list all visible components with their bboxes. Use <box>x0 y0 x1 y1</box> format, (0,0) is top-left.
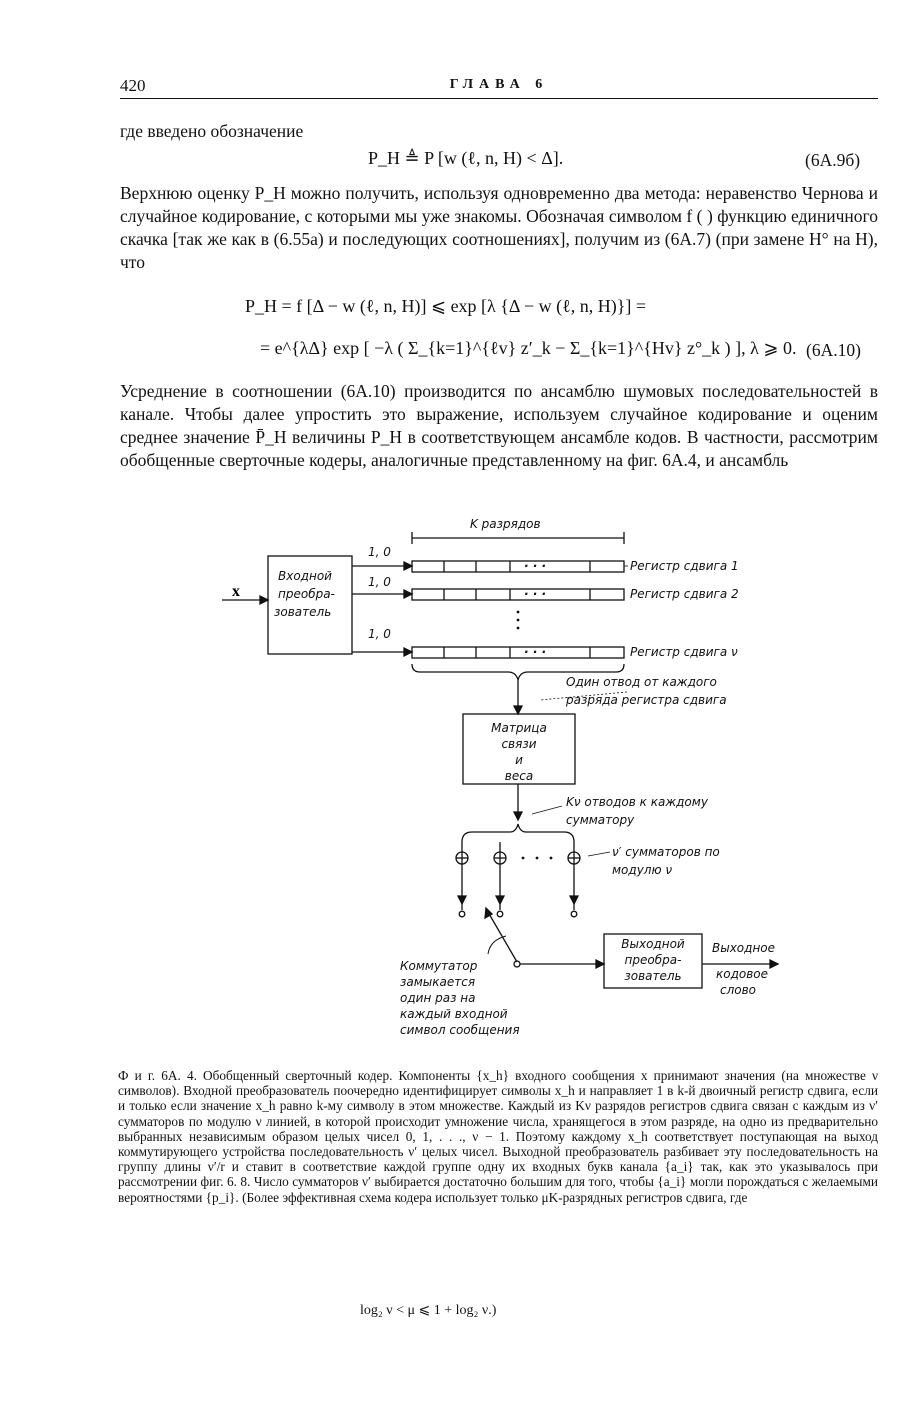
matrix-line2: связи <box>501 737 537 751</box>
figure-caption: Ф и г. 6А. 4. Обобщенный сверточный кодер. Компоненты {x_h} входного сообщения x принимают значения (на множестве ν символов). Входной преобразователь поочередно идентифицирует символы x_h и направляет 1 в k-й двоичный регистр сдвига, если и только если значение x_h равно k-му символу в этом множестве. Каждый из Kν разрядов регистров сдвига связан с каждым из ν′ сумматоров по модулю ν линией, в которой происходит умножение числа, хранящегося в этом разряде, на одно из предварительно выбранных независимым образом целых чисел 0, 1, . . ., ν − 1. Поэтому каждому x_h соответствует поступающая на выход коммутирующего устройства последовательность ν′ целых чисел. Выходной преобразователь разбивает эту последовательность на группу длины ν′/r и ставит в соответствие каждой группе одну их входных букв канала {a_i} так, как это указывалось при рассмотрении фиг. 6. 8. Число сумматоров ν′ выбирается достаточно большим для того, чтобы {a_i} могли порождаться с желаемыми вероятностями {p_i}. (Более эффективная схема кодера использует только μK-разрядных регистров сдвига, где <box>118 1068 878 1205</box>
register-v-dots: · · · <box>524 645 547 659</box>
adders-label-line1: ν′ сумматоров по <box>612 845 720 859</box>
line-label-2: 1, 0 <box>368 575 391 589</box>
commutator-label-line1: Коммутатор <box>400 959 478 973</box>
output-block-line1: Выходной <box>621 937 685 951</box>
commutator-label-line2: замыкается <box>400 975 476 989</box>
input-block-line1: Входной <box>278 569 332 583</box>
caption-footer-formula: log₂ ν < μ ⩽ 1 + log₂ ν.) <box>360 1303 497 1318</box>
register-2-dots: · · · <box>524 587 547 601</box>
register-label-2: Регистр сдвига 2 <box>630 587 739 601</box>
intro-line: где введено обозначение <box>120 121 304 141</box>
chapter-title: ГЛАВА 6 <box>449 77 549 92</box>
register-1-dots: · · · <box>524 559 547 573</box>
output-block-line2: преобра- <box>624 953 682 967</box>
output-block-line3: зователь <box>624 969 682 983</box>
k-bits-label: K разрядов <box>470 517 541 531</box>
output-label-line3: слово <box>720 983 757 997</box>
commutator-label-line4: каждый входной <box>400 1007 508 1021</box>
line-label-1: 1, 0 <box>368 545 391 559</box>
paragraph-2: Усреднение в соотношении (6А.10) производится по ансамблю шумовых последовательностей в канале. Чтобы далее упростить это выражение, используем случайное кодирование и оценим среднее значение P̄_H величины P_H в соответствующем ансамбле кодов. В частности, рассмотрим обобщенные сверточные кодеры, аналогичные представленному на фиг. 6А.4, и ансамбль <box>120 381 878 470</box>
register-label-v: Регистр сдвига ν <box>630 645 738 659</box>
kv-label-line1: Kν отводов к каждому <box>566 795 708 809</box>
input-block-line2: преобра- <box>278 587 335 601</box>
input-block-line3: зователь <box>274 605 332 619</box>
equation-6a10-line1: P_H = f [Δ − w (ℓ, n, H)] ⩽ exp [λ {Δ − w (ℓ, n, H)}] = <box>245 296 647 316</box>
tap-label-line1: Один отвод от каждого <box>566 675 717 689</box>
adder-brace <box>462 824 574 842</box>
input-x-label: x <box>232 583 240 600</box>
tap-label-line2: разряда регистра сдвига <box>566 693 727 707</box>
line-label-v: 1, 0 <box>368 627 391 641</box>
paragraph-1: Верхнюю оценку P_H можно получить, используя одновременно два метода: неравенство Чернова и случайное кодирование, с которыми мы уже знакомы. Обозначая символом f ( ) функцию единичного скачка [так же как в (6.55а) и последующих соотношениях], получим из (6А.7) (при замене H° на H), что <box>120 183 878 272</box>
kv-label-line2: сумматору <box>566 813 635 827</box>
equation-6a9b-number: (6А.9б) <box>805 150 861 170</box>
register-label-1: Регистр сдвига 1 <box>630 559 739 573</box>
equation-6a10-number: (6А.10) <box>806 340 861 360</box>
adders-label-line2: модулю ν <box>612 863 673 877</box>
page-number: 420 <box>120 76 146 95</box>
matrix-line1: Матрица <box>491 721 547 735</box>
equation-6a10-line2: = e^{λΔ} exp [ −λ ( Σ_{k=1}^{ℓv} z′_k − Σ_{k=1}^{Hv} z°_k ) ], λ ⩾ 0. <box>260 338 797 358</box>
matrix-line3: и <box>515 753 523 767</box>
output-label-line2: кодовое <box>716 967 769 981</box>
equation-6a9b: P_H ≜ P [w (ℓ, n, H) < Δ]. <box>368 148 564 168</box>
commutator-label-line5: символ сообщения <box>400 1023 520 1037</box>
commutator-label-line3: один раз на <box>400 991 476 1005</box>
matrix-line4: веса <box>504 769 534 783</box>
output-label-line1: Выходное <box>712 941 776 955</box>
